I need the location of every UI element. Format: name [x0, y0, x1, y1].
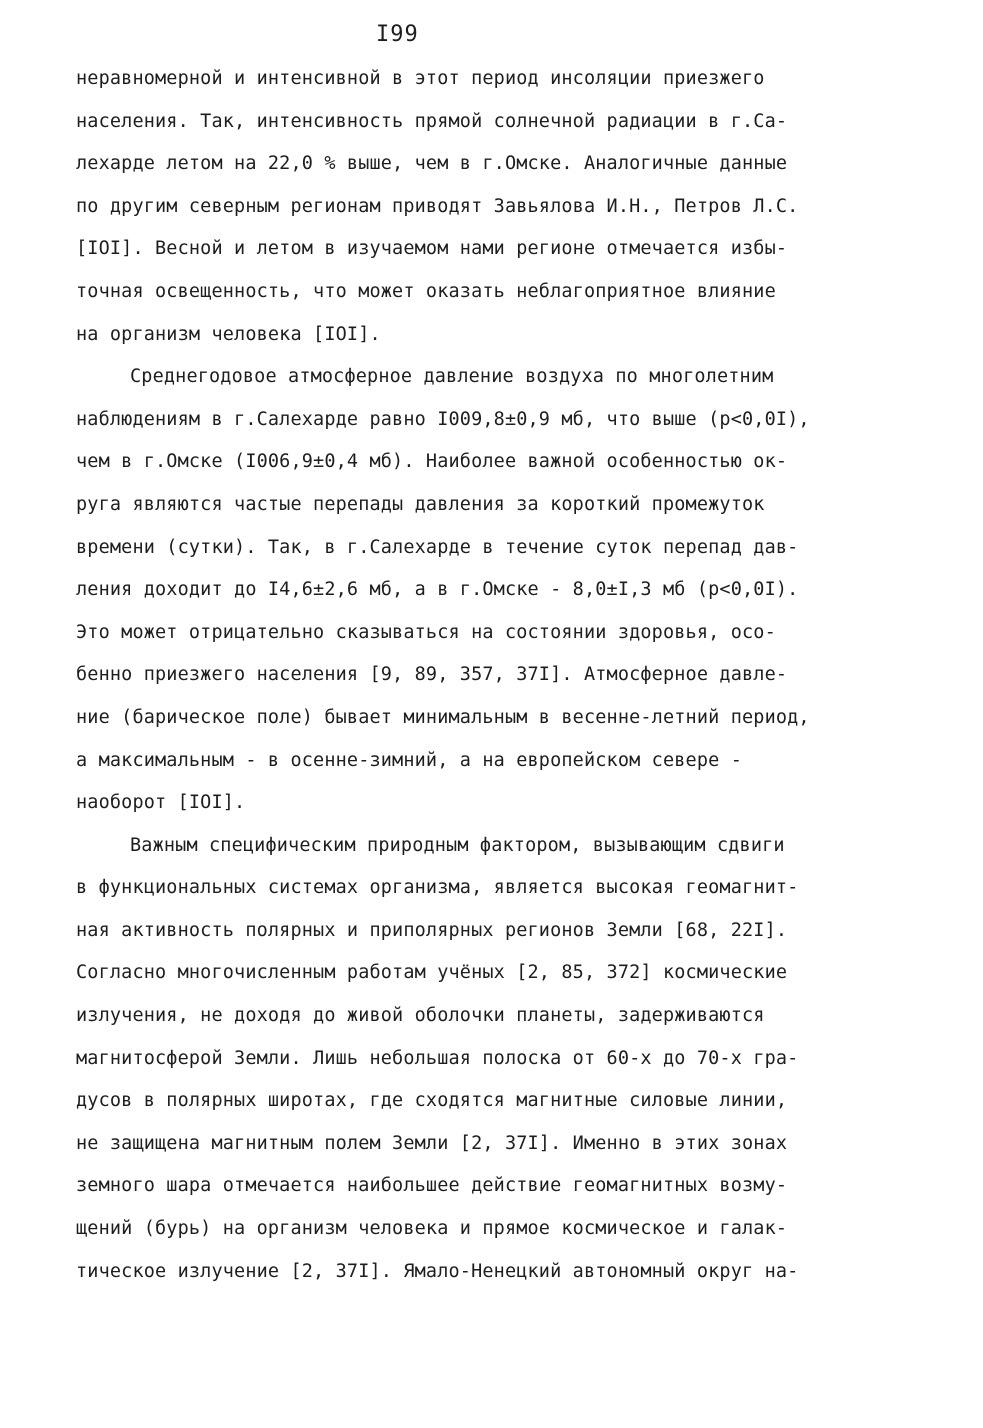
- text-line: ления доходит до I4,6±2,6 мб, а в г.Омске - 8,0±I,3 мб (р<0,0I).: [76, 579, 799, 601]
- text-line: чем в г.Омске (I006,9±0,4 мб). Наиболее важной особенностью ок-: [76, 451, 788, 473]
- text-line: ние (барическое поле) бывает минимальным в весенне-летний период,: [76, 706, 810, 728]
- text-line: Согласно многочисленным работам учёных [2, 85, 372] космические: [76, 962, 788, 984]
- text-line: руга являются частые перепады давления за короткий промежуток: [76, 493, 765, 515]
- paragraph-first-line: Важным специфическим природным фактором, вызывающим сдвиги: [130, 834, 785, 856]
- text-line: наоборот [IOI].: [76, 792, 246, 814]
- text-line: земного шара отмечается наибольшее действие геомагнитных возму-: [76, 1175, 788, 1197]
- text-line: населения. Так, интенсивность прямой солнечной радиации в г.Са-: [76, 110, 788, 132]
- text-line: щений (бурь) на организм человека и прямое космическое и галак-: [76, 1218, 788, 1240]
- body-text: [76, 58, 916, 1293]
- text-line: в функциональных системах организма, является высокая геомагнит-: [76, 877, 799, 899]
- text-line: по другим северным регионам приводят Завьялова И.Н., Петров Л.С.: [76, 195, 799, 217]
- paragraph-first-line: Среднегодовое атмосферное давление воздуха по многолетним: [130, 366, 774, 388]
- text-line: магнитосферой Земли. Лишь небольшая полоска от 60-х до 70-х гра-: [76, 1047, 799, 1069]
- text-line: Это может отрицательно сказываться на состоянии здоровья, осо-: [76, 621, 776, 643]
- text-line: точная освещенность, что может оказать неблагоприятное влияние: [76, 280, 776, 302]
- text-line: времени (сутки). Так, в г.Салехарде в течение суток перепад дав-: [76, 536, 799, 558]
- text-line: не защищена магнитным полем Земли [2, 37I]. Именно в этих зонах: [76, 1132, 788, 1154]
- page-number: I99: [376, 22, 419, 47]
- text-line: тическое излучение [2, 37I]. Ямало-Ненецкий автономный округ на-: [76, 1260, 799, 1282]
- text-line: а максимальным - в осенне-зимний, а на европейском севере -: [76, 749, 742, 771]
- text-line: бенно приезжего населения [9, 89, 357, 37I]. Атмосферное давле-: [76, 664, 788, 686]
- text-line: неравномерной и интенсивной в этот период инсоляции приезжего: [76, 68, 765, 89]
- text-line: излучения, не доходя до живой оболочки планеты, задерживаются: [76, 1005, 765, 1027]
- text-line: дусов в полярных широтах, где сходятся магнитные силовые линии,: [76, 1090, 788, 1112]
- text-line: [IOI]. Весной и летом в изучаемом нами регионе отмечается избы-: [76, 238, 788, 260]
- text-line: наблюдениям в г.Салехарде равно I009,8±0,9 мб, что выше (р<0,0I),: [76, 408, 810, 430]
- text-line: ная активность полярных и приполярных регионов Земли [68, 22I].: [76, 919, 788, 941]
- text-line: лехарде летом на 22,0 % выше, чем в г.Омске. Аналогичные данные: [76, 153, 788, 175]
- text-line: на организм человека [IOI].: [76, 323, 381, 345]
